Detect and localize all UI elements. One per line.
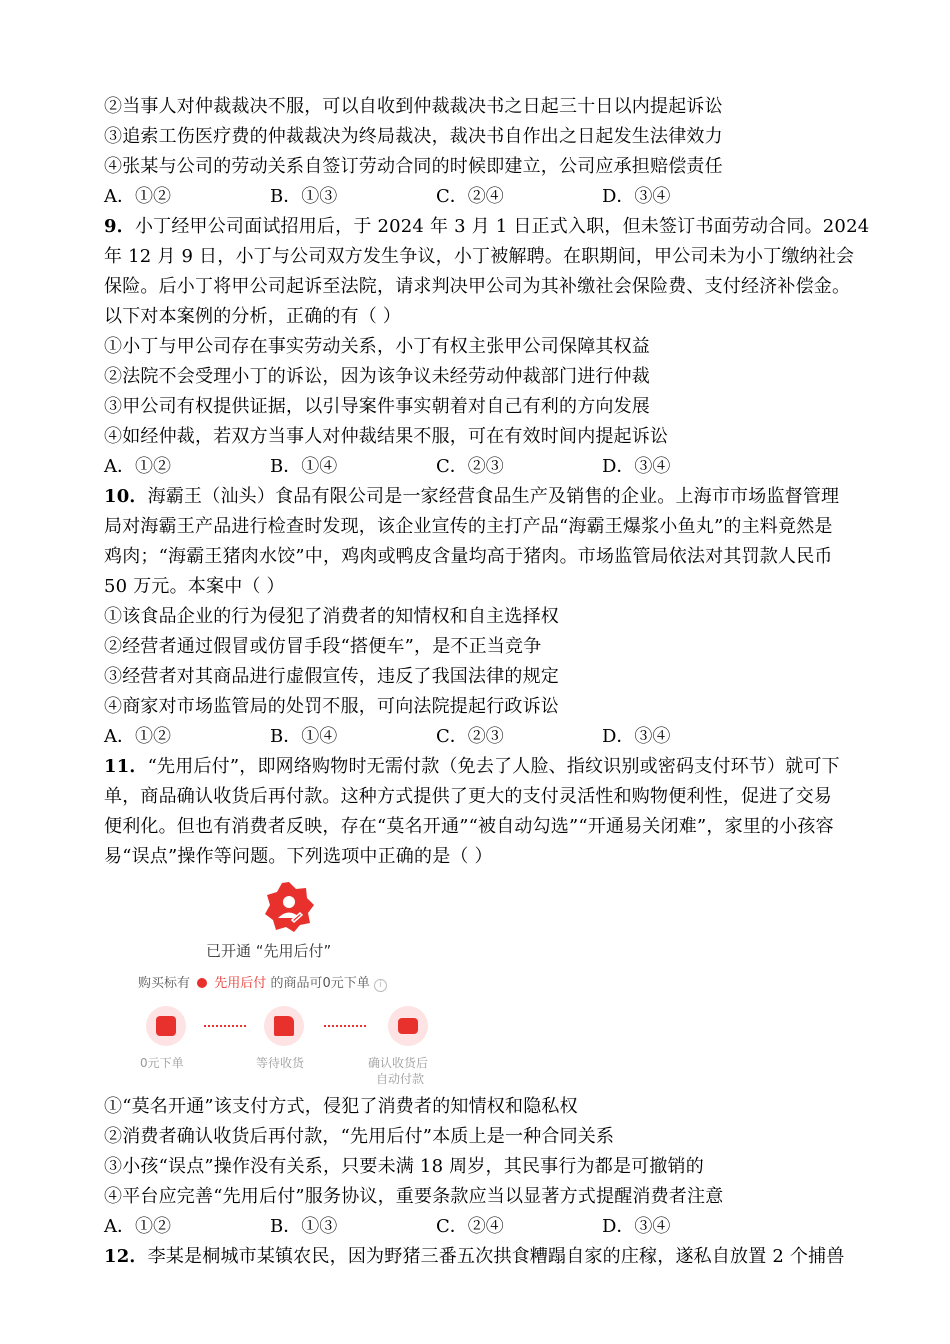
q11-item-3: ③小孩“误点”操作没有关系，只要未满 18 周岁，其民事行为都是可撤销的	[104, 1156, 704, 1177]
q9-number: 9．	[104, 216, 135, 237]
q9-option-a[interactable]: A．①②	[104, 456, 171, 477]
step-connector	[204, 1025, 246, 1027]
q8-option-d[interactable]: D．③④	[602, 186, 671, 207]
info-icon[interactable]: i	[374, 979, 387, 992]
q12-block	[104, 1242, 854, 1272]
q9-option-d[interactable]: D．③④	[602, 456, 671, 477]
pay-later-badge-icon	[262, 880, 316, 934]
q11-block	[104, 752, 854, 1242]
q9-stem-line: 年 12 月 9 日，小丁与公司双方发生争议，小丁被解聘。在职期间，甲公司未为小丁缴纳社会	[104, 246, 855, 267]
q10-item-3: ③经营者对其商品进行虚假宣传，违反了我国法律的规定	[104, 666, 559, 687]
q8-option-c[interactable]: C．②④	[436, 186, 504, 207]
q12-stem-line	[104, 1242, 854, 1272]
q8-item-3: ③追索工伤医疗费的仲裁裁决为终局裁决，裁决书自作出之日起发生法律效力	[104, 126, 723, 147]
q10-stem-line: 鸡肉；“海霸王猪肉水饺”中，鸡肉或鸭皮含量均高于猪肉。市场监管局依法对其罚款人民币	[104, 546, 833, 567]
q11-number: 11．	[104, 756, 148, 777]
q9-option-c[interactable]: C．②③	[436, 456, 504, 477]
q8-item-4: ④张某与公司的劳动关系自签订劳动合同的时候即建立，公司应承担赔偿责任	[104, 156, 723, 177]
q9-item-4: ④如经仲裁，若双方当事人对仲裁结果不服，可在有效时间内提起诉讼	[104, 426, 669, 447]
q9-options	[104, 452, 854, 482]
q10-item-4: ④商家对市场监管局的处罚不服，可向法院提起行政诉讼	[104, 696, 559, 717]
q10-option-a[interactable]: A．①②	[104, 726, 171, 747]
q8-options	[104, 182, 854, 212]
q10-item-2: ②经营者通过假冒或仿冒手段“搭便车”，是不正当竞争	[104, 636, 542, 657]
pay-later-desc	[138, 972, 387, 992]
step-label-order: 0元下单	[140, 1056, 184, 1070]
q11-item-1: ①“莫名开通”该支付方式，侵犯了消费者的知情权和隐私权	[104, 1096, 578, 1117]
q10-option-b[interactable]: B．①④	[270, 726, 338, 747]
pay-later-desc-prefix: 购买标有	[138, 976, 191, 991]
q12-number: 12．	[104, 1246, 148, 1267]
q10-stem-line	[104, 482, 854, 512]
q11-stem-line: 单，商品确认收货后再付款。这种方式提供了更大的支付灵活性和购物便利性，促进了交易	[104, 786, 832, 807]
step-label-delivery: 等待收货	[256, 1056, 305, 1070]
q8-option-b[interactable]: B．①③	[270, 186, 338, 207]
step-connector	[324, 1025, 366, 1027]
q9-item-3: ③甲公司有权提供证据，以引导案件事实朝着对自己有利的方向发展	[104, 396, 650, 417]
q8-option-a[interactable]: A．①②	[104, 186, 171, 207]
q9-item-1: ①小丁与甲公司存在事实劳动关系，小丁有权主张甲公司保障其权益	[104, 336, 650, 357]
step-label-confirm: 确认收货后	[368, 1056, 429, 1070]
q10-stem-line: 50 万元。本案中（ ）	[104, 576, 285, 597]
pay-later-mini-badge-icon	[197, 978, 207, 988]
pay-later-title: 已开通 “先用后付”	[206, 942, 332, 960]
q10-option-c[interactable]: C．②③	[436, 726, 504, 747]
q11-option-a[interactable]: A．①②	[104, 1216, 171, 1237]
pay-later-desc-brand: 先用后付	[214, 976, 267, 991]
exam-page	[104, 92, 870, 1272]
q9-stem-line	[104, 212, 870, 242]
q11-option-c[interactable]: C．②④	[436, 1216, 504, 1237]
q11-stem-line: 易“误点”操作等问题。下列选项中正确的是（ ）	[104, 846, 493, 867]
q10-option-d[interactable]: D．③④	[602, 726, 671, 747]
q9-stem-line: 以下对本案例的分析，正确的有（ ）	[104, 306, 402, 327]
q11-option-d[interactable]: D．③④	[602, 1216, 671, 1237]
pay-later-desc-suffix: 的商品可0元下单	[270, 976, 370, 991]
q9-stem-line: 保险。后小丁将甲公司起诉至法院，请求判决甲公司为其补缴社会保险费、支付经济补偿金。	[104, 276, 851, 297]
step-label-autopay: 自动付款	[376, 1072, 425, 1086]
delivery-step-icon	[264, 1006, 304, 1046]
q11-stem-text: “先用后付”，即网络购物时无需付款（免去了人脸、指纹识别或密码支付环节）就可下	[147, 756, 840, 777]
payment-step-icon	[388, 1006, 428, 1046]
q10-stem-text: 海霸王（汕头）食品有限公司是一家经营食品生产及销售的企业。上海市市场监督管理	[147, 486, 840, 507]
q8-item-2: ②当事人对仲裁裁决不服，可以自收到仲裁裁决书之日起三十日以内提起诉讼	[104, 96, 723, 117]
q11-options	[104, 1212, 854, 1242]
q10-options	[104, 722, 854, 752]
q12-stem-text: 李某是桐城市某镇农民，因为野猪三番五次拱食糟蹋自家的庄稼，遂私自放置 2 个捕兽	[147, 1246, 845, 1267]
q10-block	[104, 482, 854, 752]
q9-option-b[interactable]: B．①④	[270, 456, 338, 477]
q11-item-2: ②消费者确认收货后再付款，“先用后付”本质上是一种合同关系	[104, 1126, 615, 1147]
q11-stem-line: 便利化。但也有消费者反映，存在“莫名开通”“被自动勾选”“开通易关闭难”，家里的小孩容	[104, 816, 834, 837]
q10-number: 10．	[104, 486, 148, 507]
q9-item-2: ②法院不会受理小丁的诉讼，因为该争议未经劳动仲裁部门进行仲裁	[104, 366, 650, 387]
q11-option-b[interactable]: B．①③	[270, 1216, 338, 1237]
q11-item-4: ④平台应完善“先用后付”服务协议，重要条款应当以显著方式提醒消费者注意	[104, 1186, 724, 1207]
q9-stem-text: 小丁经甲公司面试招用后，于 2024 年 3 月 1 日正式入职，但未签订书面劳动合同。2024	[134, 216, 870, 237]
q9-block	[104, 212, 870, 482]
pay-later-figure	[104, 878, 854, 1088]
order-step-icon	[146, 1006, 186, 1046]
q8-block	[104, 92, 854, 212]
q11-stem-line	[104, 752, 854, 782]
q10-item-1: ①该食品企业的行为侵犯了消费者的知情权和自主选择权	[104, 606, 559, 627]
q10-stem-line: 局对海霸王产品进行检查时发现，该企业宣传的主打产品“海霸王爆浆小鱼丸”的主料竟然是	[104, 516, 833, 537]
